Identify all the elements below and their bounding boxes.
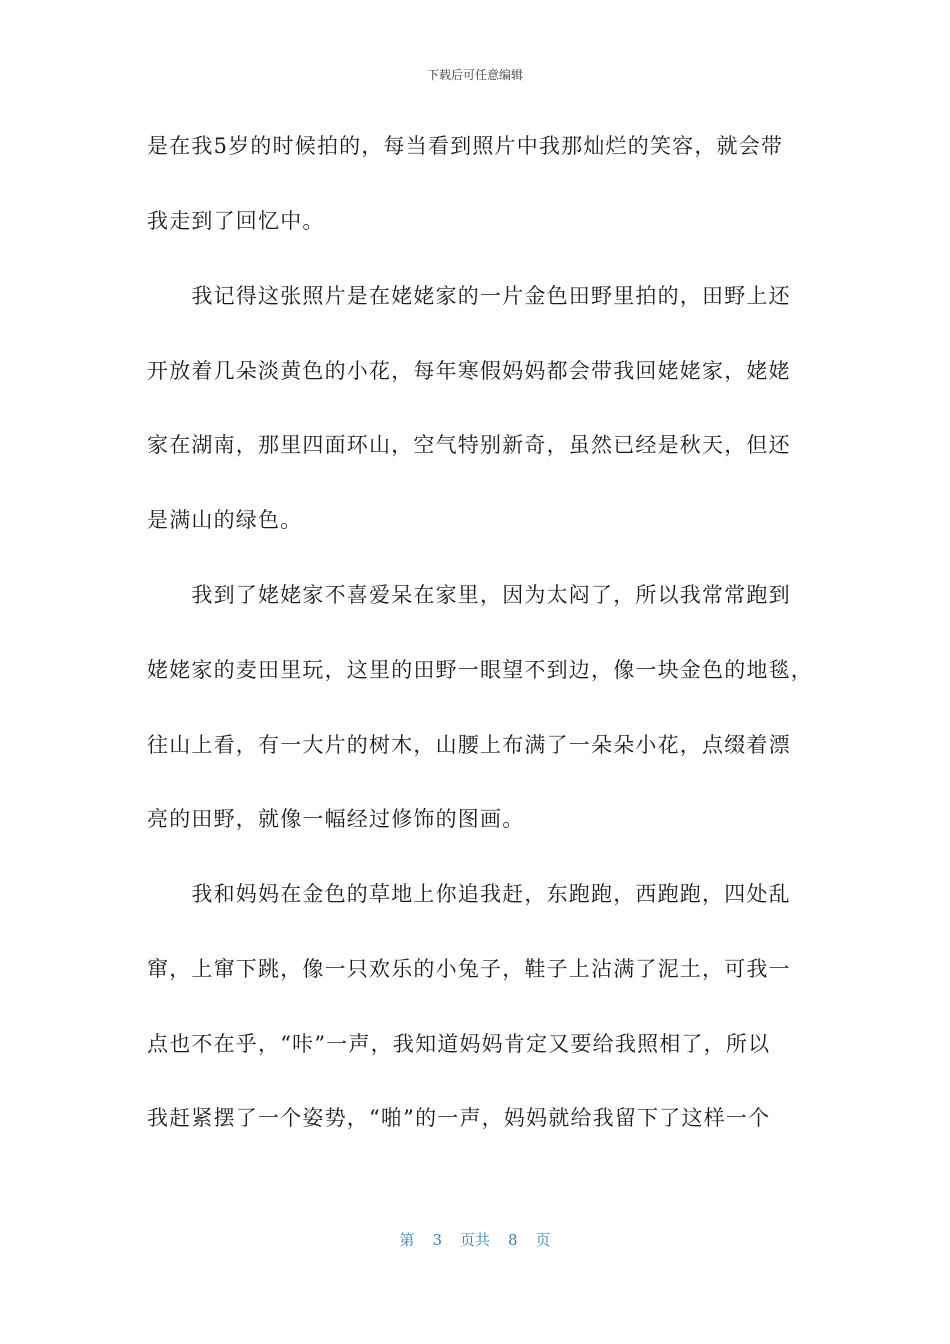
body-line: 我走到了回忆中。 (147, 209, 325, 233)
body-line: 往山上看，有一大片的树木，山腰上布满了一朵朵小花，点缀着漂 (147, 733, 791, 757)
body-line: 是在我5岁的时候拍的，每当看到照片中我那灿烂的笑容，就会带 (147, 134, 784, 158)
body-line: 窜，上窜下跳，像一只欢乐的小兔子，鞋子上沾满了泥土，可我一 (147, 957, 791, 981)
body-line: 点也不在乎，“咔”一声，我知道妈妈肯定又要给我照相了，所以 (147, 1032, 771, 1056)
body-line: 亮的田野，就像一幅经过修饰的图画。 (147, 807, 525, 831)
page-footer (0, 1229, 950, 1250)
body-line: 我到了姥姥家不喜爱呆在家里，因为太闷了，所以我常常跑到 (147, 583, 791, 607)
footer-ye: 页 (535, 1231, 551, 1249)
body-line: 我记得这张照片是在姥姥家的一片金色田野里拍的，田野上还 (147, 284, 791, 308)
body-line: 姥姥家的麦田里玩，这里的田野一眼望不到边，像一块金色的地毯， (147, 658, 813, 682)
body-line: 是满山的绿色。 (147, 508, 303, 532)
footer-ye-gong: 页共 (459, 1231, 490, 1249)
total-pages-number: 8 (508, 1231, 518, 1249)
body-line: 我赶紧摆了一个姿势，“啪”的一声，妈妈就给我留下了这样一个 (147, 1106, 771, 1130)
current-page-number: 3 (432, 1231, 442, 1249)
body-line: 我和妈妈在金色的草地上你追我赶，东跑跑，西跑跑，四处乱 (147, 882, 791, 906)
body-line: 开放着几朵淡黄色的小花，每年寒假妈妈都会带我回姥姥家，姥姥 (147, 359, 791, 383)
footer-di: 第 (399, 1231, 415, 1249)
body-line: 家在湖南，那里四面环山，空气特别新奇，虽然已经是秋天，但还 (147, 433, 791, 457)
page-header: 下载后可任意编辑 (426, 68, 523, 82)
